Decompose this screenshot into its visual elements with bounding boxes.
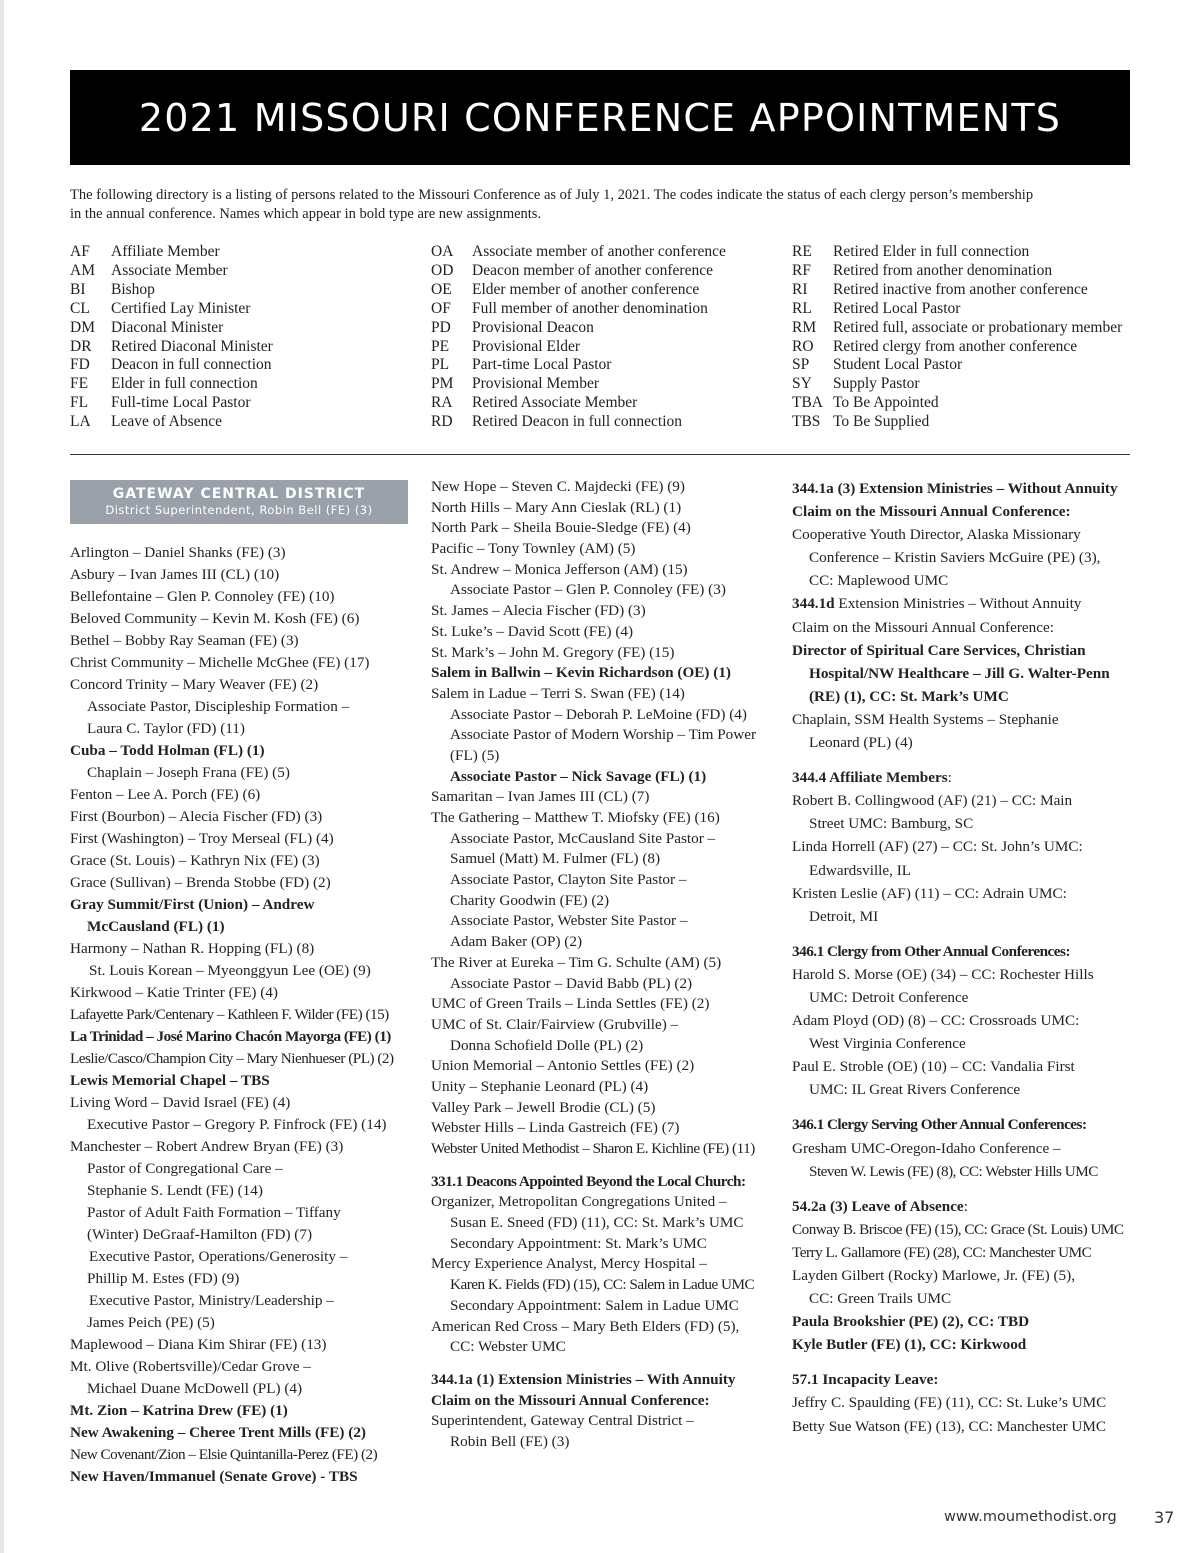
directory-entry: Claim on the Missouri Annual Conference:: [431, 1391, 710, 1409]
directory-entry: Conway B. Briscoe (FE) (15), CC: Grace (St. Louis) UMC: [792, 1220, 1124, 1238]
directory-entry: Salem in Ladue – Terri S. Swan (FE) (14): [431, 684, 685, 702]
directory-entry: Conference – Kristin Saviers McGuire (PE) (3),: [809, 549, 1101, 567]
directory-entry: North Park – Sheila Bouie-Sledge (FE) (4): [431, 519, 691, 537]
code-abbreviation: OA: [431, 243, 454, 260]
directory-entry: Executive Pastor, Ministry/Leadership –: [89, 1292, 334, 1309]
directory-entry: Beloved Community – Kevin M. Kosh (FE) (6): [70, 610, 360, 627]
code-legend-row: [792, 375, 1122, 394]
directory-entry: Pacific – Tony Townley (AM) (5): [431, 540, 636, 558]
code-legend-row: [431, 243, 726, 262]
directory-entry: Mt. Zion – Katrina Drew (FE) (1): [70, 1402, 288, 1419]
code-legend-row: [792, 394, 1122, 413]
page-footer: [944, 1508, 1175, 1527]
code-legend-row: [70, 413, 273, 432]
directory-entry: (RE) (1), CC: St. Mark’s UMC: [809, 687, 1009, 705]
intro-text: [70, 186, 1140, 224]
code-description: Bishop: [111, 280, 155, 298]
section-heading: 344.1d: [792, 595, 835, 613]
directory-entry: Lewis Memorial Chapel – TBS: [70, 1072, 270, 1089]
directory-entry: CC: Webster UMC: [450, 1338, 566, 1356]
directory-entry: Associate Pastor – Deborah P. LeMoine (FD) (4): [450, 705, 747, 723]
directory-entry: St. James – Alecia Fischer (FD) (3): [431, 602, 646, 620]
directory-entry: CC: Maplewood UMC: [809, 572, 949, 590]
directory-entry: Stephanie S. Lendt (FE) (14): [87, 1182, 263, 1199]
code-abbreviation: PL: [431, 356, 450, 374]
directory-entry: Pastor of Adult Faith Formation – Tiffany: [87, 1204, 341, 1221]
intro-line-1: The following directory is a listing of persons related to the Missouri Conference as of July 1, 2021. The codes indicate the status of each clergy person’s membership: [70, 187, 1034, 203]
directory-entry: Phillip M. Estes (FD) (9): [87, 1270, 240, 1287]
directory-entry: Manchester – Robert Andrew Bryan (FE) (3): [70, 1138, 344, 1155]
code-abbreviation: CL: [70, 299, 90, 317]
directory-entry: Executive Pastor – Gregory P. Finfrock (FE) (14): [87, 1116, 387, 1133]
directory-entry: Layden Gilbert (Rocky) Marlowe, Jr. (FE) (5),: [792, 1267, 1075, 1284]
code-legend-row: [70, 356, 273, 375]
directory-entry: Robert B. Collingwood (AF) (21) – CC: Main: [792, 792, 1073, 810]
directory-entry: Adam Baker (OP) (2): [450, 933, 583, 951]
code-legend-row: [431, 262, 726, 281]
directory-entry: Cuba – Todd Holman (FL) (1): [70, 742, 265, 759]
code-abbreviation: LA: [70, 413, 91, 431]
code-legend-row: [431, 375, 726, 394]
section-heading-rest: Extension Ministries – Without Annuity: [834, 595, 1082, 613]
code-description: Retired Diaconal Minister: [111, 337, 273, 355]
code-abbreviation: RO: [792, 337, 814, 355]
code-abbreviation: AF: [70, 243, 90, 260]
code-abbreviation: PM: [431, 375, 454, 393]
code-description: Deacon in full connection: [111, 356, 272, 374]
code-legend-row: [70, 243, 273, 262]
code-description: Retired Local Pastor: [833, 299, 961, 317]
section-heading: 344.4 Affiliate Members: [792, 769, 948, 787]
directory-entry: Robin Bell (FE) (3): [450, 1432, 570, 1450]
directory-entry: Associate Pastor, Webster Site Pastor –: [450, 912, 688, 930]
section-heading-rest: :: [947, 769, 952, 787]
directory-entry: (FL) (5): [450, 746, 500, 764]
directory-entry: Mercy Experience Analyst, Mercy Hospital –: [431, 1255, 707, 1273]
directory-entry: Claim on the Missouri Annual Conference:: [792, 503, 1071, 521]
directory-entry: Secondary Appointment: St. Mark’s UMC: [450, 1234, 707, 1252]
directory-entry: [792, 592, 1124, 615]
directory-entry: McCausland (FL) (1): [87, 918, 225, 935]
code-abbreviation: RI: [792, 280, 808, 298]
directory-entry: UMC of St. Clair/Fairview (Grubville) –: [431, 1015, 679, 1033]
code-abbreviation: BI: [70, 280, 86, 298]
directory-entry: St. Louis Korean – Myeonggyun Lee (OE) (9): [89, 962, 371, 979]
code-abbreviation: RL: [792, 299, 812, 317]
directory-entry: Samuel (Matt) M. Fulmer (FL) (8): [450, 850, 661, 868]
code-description: Diaconal Minister: [111, 318, 224, 336]
code-description: Retired full, associate or probationary member: [833, 318, 1123, 336]
intro-line-2: in the annual conference. Names which appear in bold type are new assignments.: [70, 206, 542, 222]
directory-entry: UMC: IL Great Rivers Conference: [809, 1081, 1021, 1099]
code-description: Full-time Local Pastor: [111, 394, 251, 412]
directory-entry: New Awakening – Cheree Trent Mills (FE) (2): [70, 1424, 366, 1441]
directory-entry: New Covenant/Zion – Elsie Quintanilla-Perez (FE) (2): [70, 1446, 378, 1463]
directory-entry: Director of Spiritual Care Services, Christian: [792, 641, 1086, 659]
directory-entry: Cooperative Youth Director, Alaska Missionary: [792, 526, 1081, 544]
code-abbreviation: SP: [792, 356, 810, 374]
directory-entry: Associate Pastor – Glen P. Connoley (FE) (3): [450, 581, 726, 599]
code-legend-row: [70, 375, 273, 394]
code-abbreviation: TBA: [792, 394, 823, 412]
directory-entry: 331.1 Deacons Appointed Beyond the Local Church:: [431, 1172, 746, 1190]
directory-entry: Asbury – Ivan James III (CL) (10): [70, 566, 280, 583]
section-spacer: [792, 754, 1124, 766]
directory-entry: Webster Hills – Linda Gastreich (FE) (7): [431, 1119, 680, 1137]
directory-entry: Salem in Ballwin – Kevin Richardson (OE) (1): [431, 664, 731, 682]
directory-entry: Kyle Butler (FE) (1), CC: Kirkwood: [792, 1336, 1027, 1354]
directory-entry: Leslie/Casco/Champion City – Mary Nienhueser (PL) (2): [70, 1050, 394, 1067]
code-abbreviation: PD: [431, 318, 451, 336]
directory-entry: Mt. Olive (Robertsville)/Cedar Grove –: [70, 1358, 311, 1375]
page-edge: [0, 0, 4, 1553]
directory-entry: Terry L. Gallamore (FE) (28), CC: Manchester UMC: [792, 1243, 1092, 1261]
code-description: Associate Member: [111, 261, 228, 279]
code-description: Full member of another denomination: [472, 299, 708, 317]
directory-entry: Associate Pastor of Modern Worship – Tim Power: [450, 726, 757, 744]
directory-column-3: [792, 477, 1124, 1438]
directory-entry: Valley Park – Jewell Brodie (CL) (5): [431, 1098, 656, 1116]
directory-entry: Unity – Stephanie Leonard (PL) (4): [431, 1077, 649, 1095]
directory-entry: Webster United Methodist – Sharon E. Kichline (FE) (11): [431, 1140, 755, 1157]
page-number: 37: [1154, 1508, 1175, 1527]
section-spacer: [431, 1358, 756, 1370]
code-description: Supply Pastor: [833, 375, 920, 393]
directory-entry: Adam Ployd (OD) (8) – CC: Crossroads UMC:: [792, 1012, 1080, 1030]
code-legend-row: [792, 300, 1122, 319]
directory-entry: Chaplain – Joseph Frana (FE) (5): [87, 764, 290, 781]
code-description: To Be Supplied: [833, 413, 930, 431]
code-description: Affiliate Member: [111, 243, 220, 260]
code-description: Retired clergy from another conference: [833, 337, 1078, 355]
code-description: Elder member of another conference: [472, 280, 700, 298]
directory-entry: (Winter) DeGraaf-Hamilton (FD) (7): [87, 1226, 313, 1243]
directory-entry: La Trinidad – José Marino Chacón Mayorga (FE) (1): [70, 1028, 391, 1045]
code-abbreviation: DM: [70, 318, 95, 336]
directory-entry: New Haven/Immanuel (Senate Grove) - TBS: [70, 1468, 358, 1485]
directory-entry: Michael Duane McDowell (PL) (4): [87, 1380, 303, 1397]
code-description: Student Local Pastor: [833, 356, 963, 374]
directory-entry: First (Bourbon) – Alecia Fischer (FD) (3): [70, 808, 323, 825]
code-legend-row: [792, 243, 1122, 262]
directory-entry: Detroit, MI: [809, 907, 879, 925]
directory-entry: Karen K. Fields (FD) (15), CC: Salem in Ladue UMC: [450, 1276, 755, 1294]
code-legend-row: [70, 300, 273, 319]
section-heading-rest: :: [963, 1197, 968, 1215]
directory-entry: Street UMC: Bamburg, SC: [809, 815, 974, 833]
code-legend-row: [792, 319, 1122, 338]
district-title: GATEWAY CENTRAL DISTRICT: [112, 486, 366, 502]
directory-entry: Pastor of Congregational Care –: [87, 1160, 283, 1177]
code-description: Retired from another denomination: [833, 261, 1053, 279]
code-legend-row: [70, 394, 273, 413]
directory-entry: First (Washington) – Troy Merseal (FL) (4): [70, 830, 334, 847]
directory-entry: Chaplain, SSM Health Systems – Stephanie: [792, 710, 1059, 728]
directory-entry: St. Luke’s – David Scott (FE) (4): [431, 622, 634, 640]
section-spacer: [792, 1101, 1124, 1113]
code-description: Provisional Member: [472, 375, 599, 393]
code-legend-row: [431, 394, 726, 413]
code-legend-row: [70, 338, 273, 357]
directory-entry: Associate Pastor, McCausland Site Pastor –: [450, 829, 716, 847]
directory-entry: New Hope – Steven C. Majdecki (FE) (9): [431, 478, 685, 495]
directory-entry: UMC of Green Trails – Linda Settles (FE) (2): [431, 995, 710, 1013]
code-description: Deacon member of another conference: [472, 261, 713, 279]
directory-entry: Charity Goodwin (FE) (2): [450, 891, 610, 909]
code-legend-column-2: [431, 243, 726, 432]
directory-entry: Harmony – Nathan R. Hopping (FL) (8): [70, 940, 315, 957]
code-abbreviation: SY: [792, 375, 812, 393]
code-legend-column-1: [70, 243, 273, 432]
directory-entry: Secondary Appointment: Salem in Ladue UMC: [450, 1296, 739, 1314]
code-abbreviation: OE: [431, 280, 452, 298]
directory-entry: Samaritan – Ivan James III (CL) (7): [431, 788, 650, 806]
directory-entry: Organizer, Metropolitan Congregations United –: [431, 1193, 727, 1211]
footer-url: www.moumethodist.org: [944, 1509, 1117, 1525]
code-legend-row: [792, 281, 1122, 300]
code-legend-row: [792, 338, 1122, 357]
district-header: [70, 480, 408, 524]
code-description: Leave of Absence: [111, 413, 223, 431]
directory-entry: Kristen Leslie (AF) (11) – CC: Adrain UMC:: [792, 884, 1067, 902]
code-description: Retired Associate Member: [472, 394, 638, 412]
directory-entry: James Peich (PE) (5): [87, 1314, 215, 1331]
directory-entry: 57.1 Incapacity Leave:: [792, 1371, 939, 1389]
code-description: Provisional Elder: [472, 337, 581, 355]
directory-entry: Gray Summit/First (Union) – Andrew: [70, 896, 315, 913]
code-abbreviation: FE: [70, 375, 89, 393]
directory-entry: West Virginia Conference: [809, 1035, 966, 1053]
code-legend-row: [431, 356, 726, 375]
directory-entry: Hospital/NW Healthcare – Jill G. Walter-Penn: [809, 664, 1110, 682]
directory-entry: Associate Pastor – David Babb (PL) (2): [450, 974, 693, 992]
section-heading: 54.2a (3) Leave of Absence: [792, 1197, 964, 1215]
directory-entry: St. Mark’s – John M. Gregory (FE) (15): [431, 643, 675, 661]
code-legend-row: [792, 356, 1122, 375]
code-abbreviation: AM: [70, 261, 95, 279]
directory-entry: Executive Pastor, Operations/Generosity –: [89, 1248, 348, 1265]
directory-entry: North Hills – Mary Ann Cieslak (RL) (1): [431, 498, 682, 516]
directory-entry: Paul E. Stroble (OE) (10) – CC: Vandalia First: [792, 1058, 1075, 1076]
directory-entry: Gresham UMC-Oregon-Idaho Conference –: [792, 1139, 1061, 1157]
section-spacer: [792, 1356, 1124, 1368]
code-abbreviation: RE: [792, 243, 812, 260]
code-abbreviation: RF: [792, 261, 811, 279]
code-description: Associate member of another conference: [472, 243, 726, 260]
section-spacer: [792, 928, 1124, 940]
directory-entry: Living Word – David Israel (FE) (4): [70, 1094, 291, 1111]
directory-entry: Lafayette Park/Centenary – Kathleen F. Wilder (FE) (15): [70, 1006, 389, 1023]
directory-entry: Concord Trinity – Mary Weaver (FE) (2): [70, 676, 319, 693]
directory-entry: Associate Pastor, Clayton Site Pastor –: [450, 871, 687, 889]
code-abbreviation: FD: [70, 356, 90, 374]
code-description: Elder in full connection: [111, 375, 258, 393]
directory-entry: UMC: Detroit Conference: [809, 988, 969, 1006]
directory-entry: Kirkwood – Katie Trinter (FE) (4): [70, 984, 278, 1001]
district-superintendent: District Superintendent, Robin Bell (FE) (3): [105, 503, 373, 517]
code-abbreviation: RD: [431, 413, 453, 431]
directory-entry: Harold S. Morse (OE) (34) – CC: Rochester Hills: [792, 965, 1094, 983]
code-abbreviation: OF: [431, 299, 451, 317]
directory-entry: Grace (Sullivan) – Brenda Stobbe (FD) (2): [70, 874, 331, 891]
code-abbreviation: PE: [431, 337, 450, 355]
directory-entry: Bethel – Bobby Ray Seaman (FE) (3): [70, 632, 299, 649]
code-legend-row: [792, 413, 1122, 432]
directory-entry: Susan E. Sneed (FD) (11), CC: St. Mark’s UMC: [450, 1214, 744, 1232]
code-abbreviation: RA: [431, 394, 453, 412]
directory-entry: Jeffry C. Spaulding (FE) (11), CC: St. Luke’s UMC: [792, 1394, 1107, 1412]
directory-entry: The River at Eureka – Tim G. Schulte (AM) (5): [431, 953, 722, 971]
code-abbreviation: OD: [431, 261, 454, 279]
directory-entry: CC: Green Trails UMC: [809, 1290, 952, 1308]
directory-entry: Arlington – Daniel Shanks (FE) (3): [70, 544, 286, 561]
directory-entry: The Gathering – Matthew T. Miofsky (FE) (16): [431, 809, 720, 826]
code-legend-row: [792, 262, 1122, 281]
code-description: Retired Deacon in full connection: [472, 413, 683, 431]
directory-entry: Paula Brookshier (PE) (2), CC: TBD: [792, 1313, 1030, 1331]
code-legend-row: [70, 262, 273, 281]
directory-column-2: [431, 477, 756, 1453]
code-description: Provisional Deacon: [472, 318, 594, 336]
page-title: 2021 MISSOURI CONFERENCE APPOINTMENTS: [70, 70, 1130, 165]
code-description: Retired Elder in full connection: [833, 243, 1030, 260]
section-spacer: [792, 1183, 1124, 1195]
directory-entry: Linda Horrell (AF) (27) – CC: St. John’s UMC:: [792, 838, 1083, 856]
directory-entry: Betty Sue Watson (FE) (13), CC: Manchester UMC: [792, 1417, 1107, 1435]
directory-entry: Steven W. Lewis (FE) (8), CC: Webster Hills UMC: [809, 1162, 1098, 1180]
directory-entry: Associate Pastor – Nick Savage (FL) (1): [450, 767, 707, 785]
directory-entry: Christ Community – Michelle McGhee (FE) (17): [70, 654, 370, 671]
code-abbreviation: DR: [70, 337, 92, 355]
directory-entry: Union Memorial – Antonio Settles (FE) (2): [431, 1057, 695, 1075]
directory-entry: St. Andrew – Monica Jefferson (AM) (15): [431, 560, 688, 578]
directory-entry: Maplewood – Diana Kim Shirar (FE) (13): [70, 1336, 327, 1353]
directory-entry: Grace (St. Louis) – Kathryn Nix (FE) (3): [70, 852, 320, 869]
code-legend-row: [431, 300, 726, 319]
code-legend-row: [431, 338, 726, 357]
directory-entry: American Red Cross – Mary Beth Elders (FD) (5),: [431, 1317, 740, 1335]
directory-entry: Superintendent, Gateway Central District –: [431, 1412, 694, 1430]
directory-entry: 346.1 Clergy from Other Annual Conferences:: [792, 942, 1070, 960]
directory-entry: [792, 1195, 1124, 1218]
code-legend-row: [70, 319, 273, 338]
code-description: Part-time Local Pastor: [472, 356, 612, 374]
directory-entry: Fenton – Lee A. Porch (FE) (6): [70, 786, 261, 803]
directory-entry: Laura C. Taylor (FD) (11): [87, 720, 245, 737]
code-legend-column-3: [792, 243, 1122, 432]
code-legend-row: [70, 281, 273, 300]
code-legend-row: [431, 281, 726, 300]
code-abbreviation: TBS: [792, 413, 821, 431]
directory-entry: 344.1a (1) Extension Ministries – With Annuity: [431, 1370, 736, 1388]
directory-entry: 344.1a (3) Extension Ministries – Without Annuity: [792, 480, 1118, 497]
directory-entry: 346.1 Clergy Serving Other Annual Conferences:: [792, 1116, 1087, 1134]
code-legend-row: [431, 413, 726, 432]
directory-entry: [792, 766, 1124, 789]
divider: [70, 454, 1130, 455]
code-description: Retired inactive from another conference: [833, 280, 1088, 298]
section-spacer: [431, 1160, 756, 1172]
directory-entry: Edwardsville, IL: [809, 861, 912, 879]
directory-entry: Claim on the Missouri Annual Conference:: [792, 618, 1054, 636]
directory-column-1: [70, 480, 408, 1488]
directory-entry: Bellefontaine – Glen P. Connoley (FE) (10): [70, 588, 335, 605]
code-legend-row: [431, 319, 726, 338]
code-abbreviation: FL: [70, 394, 89, 412]
code-description: To Be Appointed: [833, 394, 939, 412]
directory-entry: Donna Schofield Dolle (PL) (2): [450, 1036, 644, 1054]
directory-entry: Leonard (PL) (4): [809, 734, 913, 752]
code-description: Certified Lay Minister: [111, 299, 251, 317]
code-abbreviation: RM: [792, 318, 817, 336]
directory-entry: Associate Pastor, Discipleship Formation –: [87, 698, 350, 715]
